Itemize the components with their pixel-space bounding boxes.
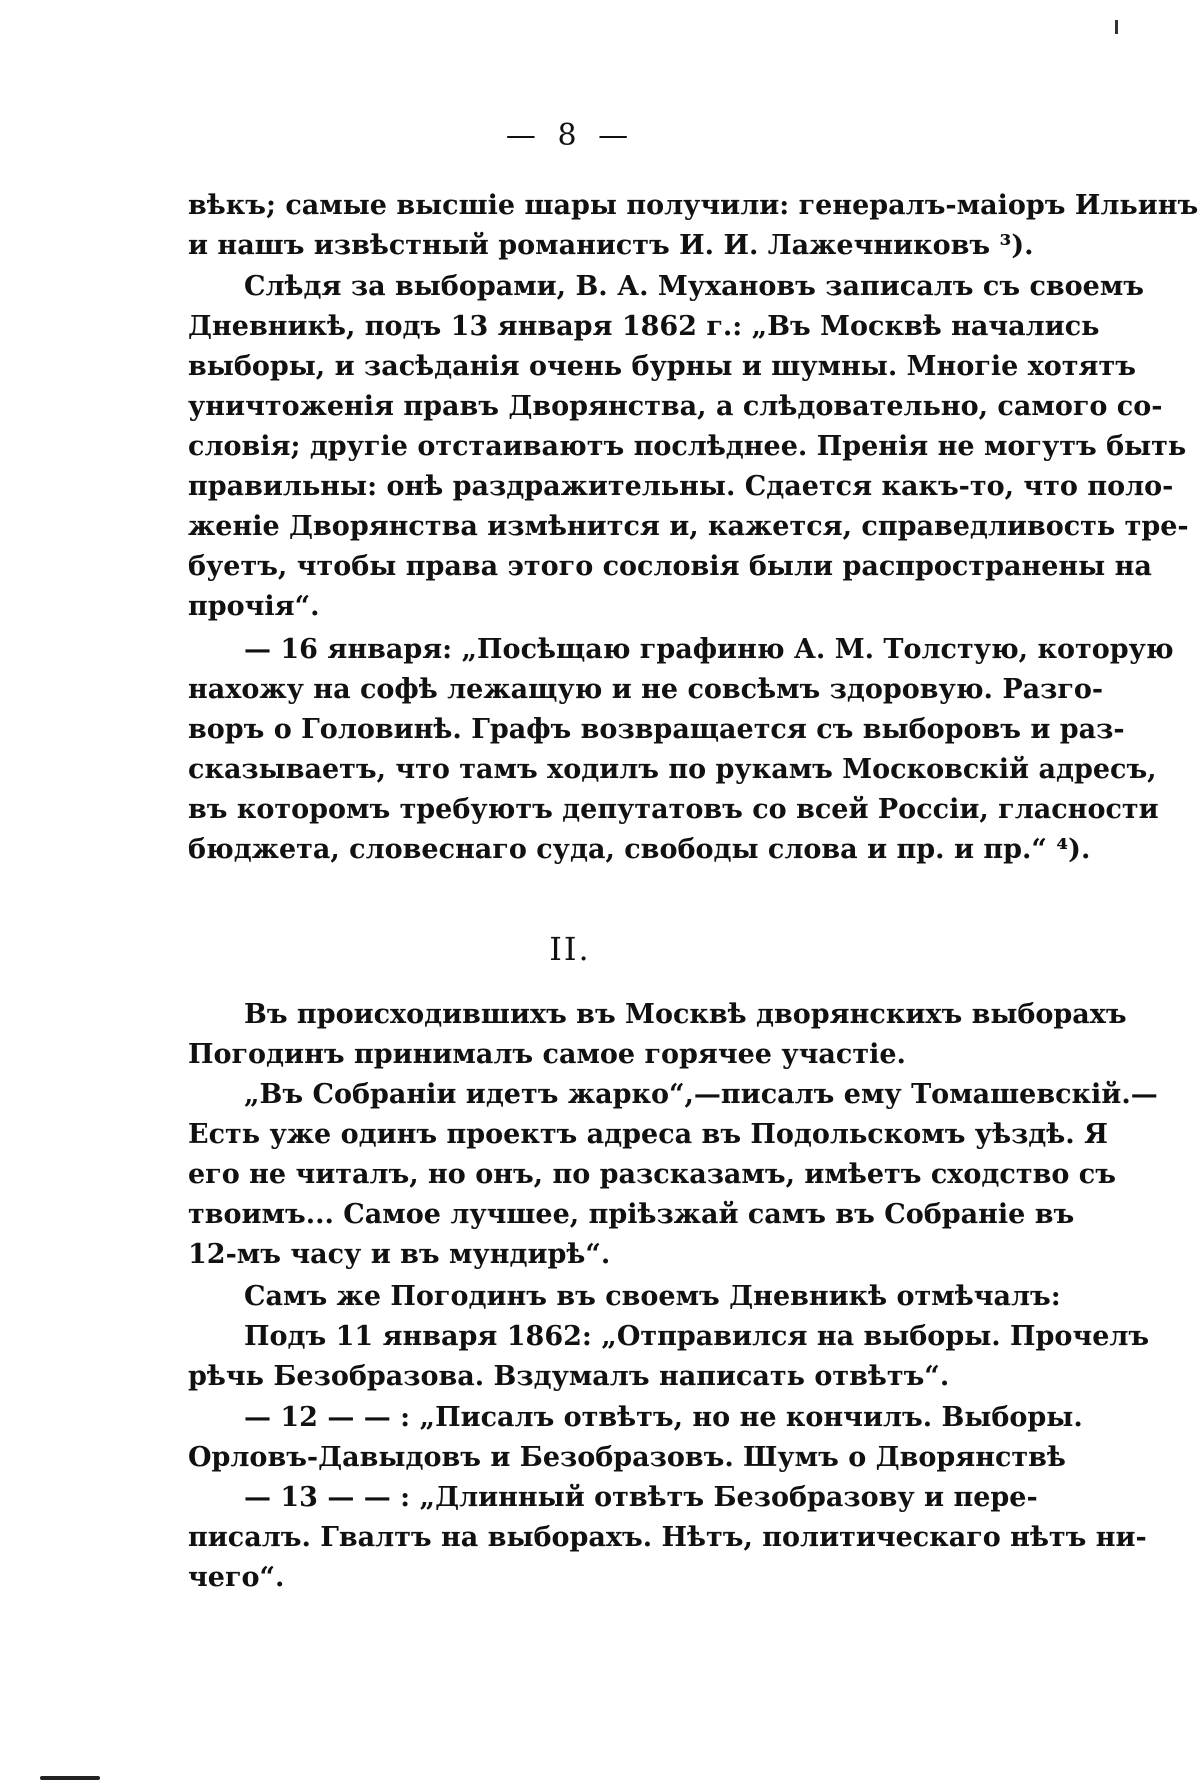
paragraph-7 — [188, 1317, 1150, 1397]
text-line: писалъ. Гвалтъ на выборахъ. Нѣтъ, политическаго нѣтъ ни- — [188, 1522, 1147, 1553]
paragraph-8 — [188, 1398, 1083, 1478]
text-line: въ которомъ требуютъ депутатовъ со всей Россіи, гласности — [188, 794, 1159, 825]
text-line: Слѣдя за выборами, В. А. Мухановъ записалъ съ своемъ — [244, 271, 1144, 302]
text-line: — 12 — — : „Писалъ отвѣтъ, но не кончилъ. Выборы. — [244, 1402, 1083, 1433]
paragraph-6 — [188, 1277, 1061, 1317]
text-line: бюджета, словеснаго суда, свободы слова и пр. и пр.“ ⁴). — [188, 834, 1091, 865]
paragraph-4 — [188, 995, 1127, 1075]
scan-edge-mark — [1115, 20, 1118, 34]
text-line: Подъ 11 января 1862: „Отправился на выборы. Прочелъ — [244, 1321, 1150, 1352]
text-line: рѣчь Безобразова. Вздумалъ написать отвѣтъ“. — [188, 1361, 950, 1392]
section-heading: II. — [549, 930, 591, 968]
paragraph-1 — [188, 186, 1198, 266]
paragraph-9 — [188, 1478, 1147, 1598]
text-line: словія; другіе отстаиваютъ послѣднее. Пренія не могутъ быть — [188, 431, 1187, 462]
text-line: буетъ, чтобы права этого сословія были распространены на — [188, 551, 1152, 582]
text-line: нахожу на софѣ лежащую и не совсѣмъ здоровую. Разго- — [188, 674, 1104, 705]
text-line: чего“. — [188, 1562, 285, 1593]
text-line: вѣкъ; самые высшіе шары получили: генералъ-маіоръ Ильинъ — [188, 190, 1198, 221]
page-number: — 8 — — [505, 118, 635, 153]
text-line: — 16 января: „Посѣщаю графиню А. М. Толстую, которую — [244, 634, 1174, 665]
text-line: Орловъ-Давыдовъ и Безобразовъ. Шумъ о Дворянствѣ — [188, 1442, 1066, 1473]
text-line: „Въ Собраніи идетъ жарко“,—писалъ ему Томашевскій.— — [244, 1079, 1158, 1110]
paragraph-5 — [188, 1075, 1158, 1275]
text-line: Дневникѣ, подъ 13 января 1862 г.: „Въ Москвѣ начались — [188, 311, 1100, 342]
scan-corner-mark — [40, 1776, 100, 1780]
text-line: воръ о Головинѣ. Графъ возвращается съ выборовъ и раз- — [188, 714, 1125, 745]
text-line: уничтоженія правъ Дворянства, а слѣдовательно, самого со- — [188, 391, 1163, 422]
text-line: твоимъ... Самое лучшее, пріѣзжай самъ въ Собраніе въ — [188, 1199, 1075, 1230]
text-line: прочія“. — [188, 591, 320, 622]
text-line: и нашъ извѣстный романистъ И. И. Лажечниковъ ³). — [188, 230, 1034, 261]
paragraph-2 — [188, 267, 1189, 627]
text-line: Въ происходившихъ въ Москвѣ дворянскихъ выборахъ — [244, 999, 1127, 1030]
text-line: — 13 — — : „Длинный отвѣтъ Безобразову и пере- — [244, 1482, 1038, 1513]
text-line: Самъ же Погодинъ въ своемъ Дневникѣ отмѣчалъ: — [244, 1281, 1061, 1312]
text-line: сказываетъ, что тамъ ходилъ по рукамъ Московскій адресъ, — [188, 754, 1157, 785]
text-line: Есть уже одинъ проектъ адреса въ Подольскомъ уѣздѣ. Я — [188, 1119, 1108, 1150]
text-line: женіе Дворянства измѣнится и, кажется, справедливость тре- — [188, 511, 1189, 542]
text-line: Погодинъ принималъ самое горячее участіе. — [188, 1039, 906, 1070]
text-line: 12-мъ часу и въ мундирѣ“. — [188, 1239, 611, 1270]
text-line: выборы, и засѣданія очень бурны и шумны. Многіе хотятъ — [188, 351, 1136, 382]
text-line: правильны: онѣ раздражительны. Сдается какъ-то, что поло- — [188, 471, 1174, 502]
text-line: его не читалъ, но онъ, по разсказамъ, имѣетъ сходство съ — [188, 1159, 1116, 1190]
paragraph-3 — [188, 630, 1174, 870]
